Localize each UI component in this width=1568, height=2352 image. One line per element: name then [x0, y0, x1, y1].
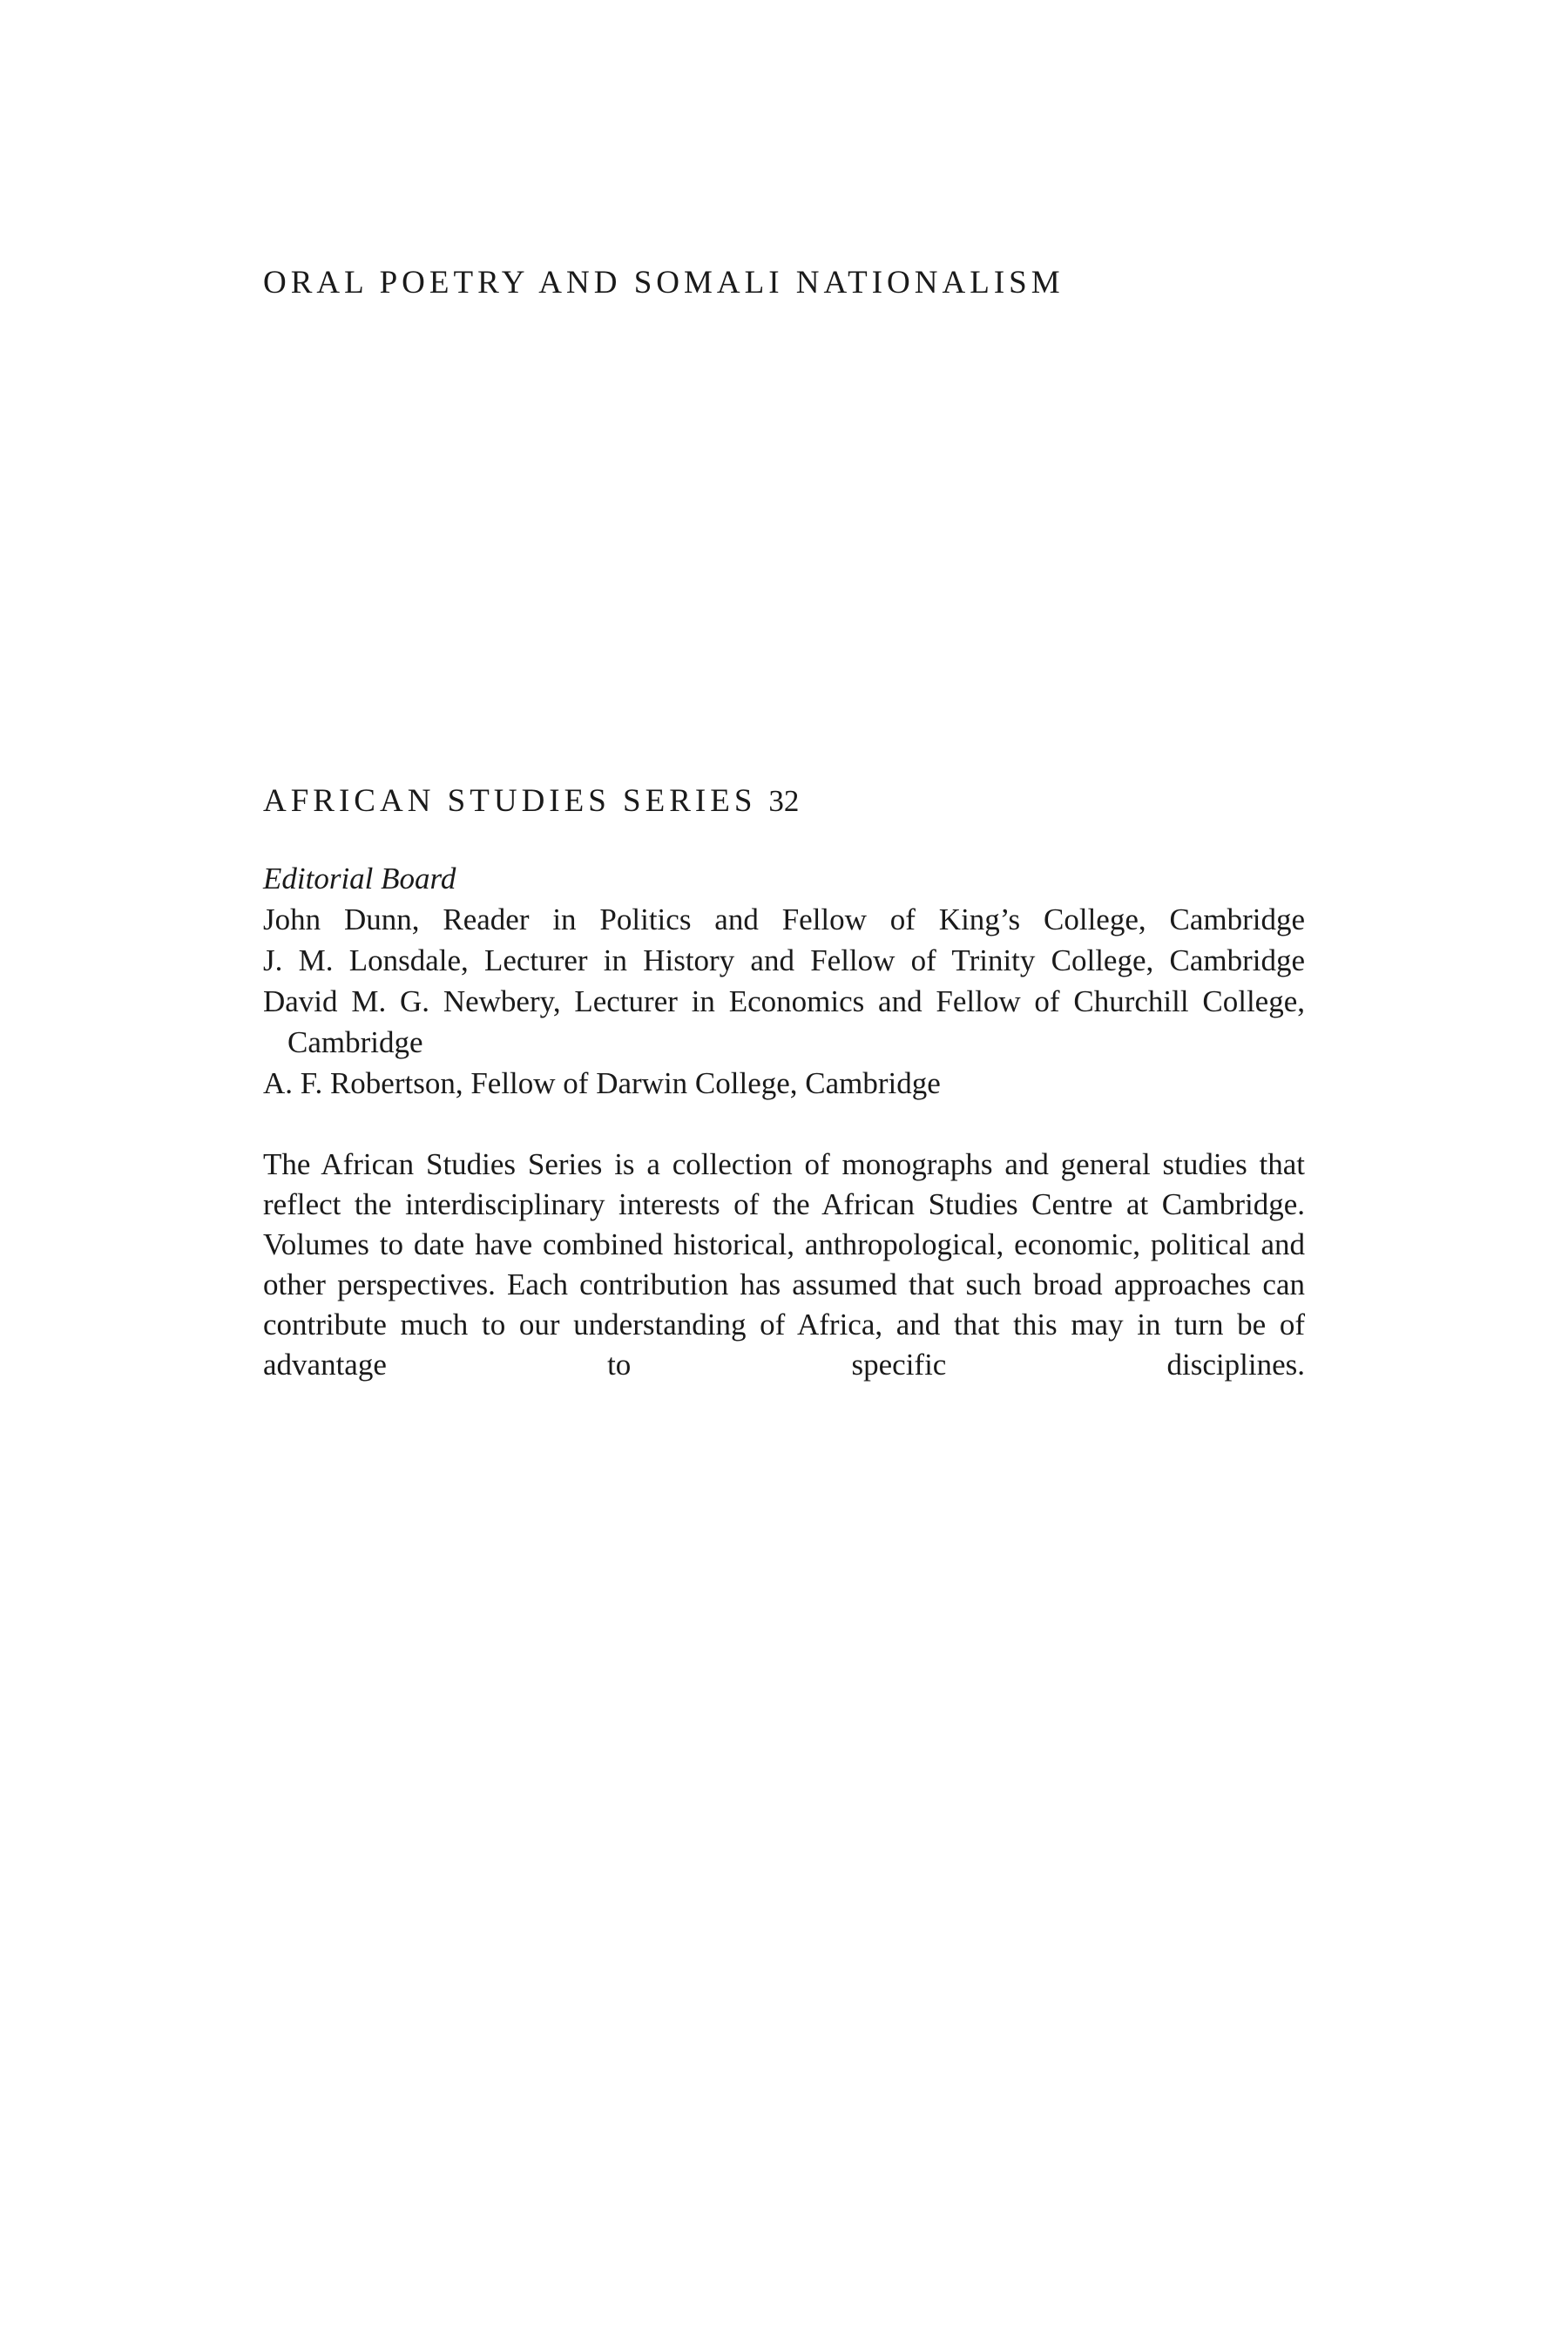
editorial-board-label: Editorial Board [263, 862, 456, 896]
board-member: A. F. Robertson, Fellow of Darwin College, Cambridge [263, 1066, 941, 1100]
series-name: AFRICAN STUDIES SERIES [263, 783, 757, 819]
board-member: David M. G. Newbery, Lecturer in Economics and Fellow of Churchill College, Cambridge [263, 984, 1305, 1059]
half-title: ORAL POETRY AND SOMALI NATIONALISM [263, 265, 1064, 301]
series-heading [263, 780, 1305, 823]
editorial-board-list [263, 899, 1305, 1104]
board-member: John Dunn, Reader in Politics and Fellow of King’s College, Cambridge [263, 902, 1305, 936]
board-member: J. M. Lonsdale, Lecturer in History and Fellow of Trinity College, Cambridge [263, 943, 1305, 977]
series-number: 32 [768, 784, 800, 818]
series-description: The African Studies Series is a collection of monographs and general studies that reflect the interdisciplinary interests of the African Studies Centre at Cambridge. Volumes to date have combined historical, anthropological, economic, political and other perspectives. Each contribution has assumed that such broad approaches can contribute much to our understanding of Africa, and that this may in turn be of advantage to specific disciplines. [263, 1147, 1305, 1382]
series-page-block [263, 780, 1305, 1385]
